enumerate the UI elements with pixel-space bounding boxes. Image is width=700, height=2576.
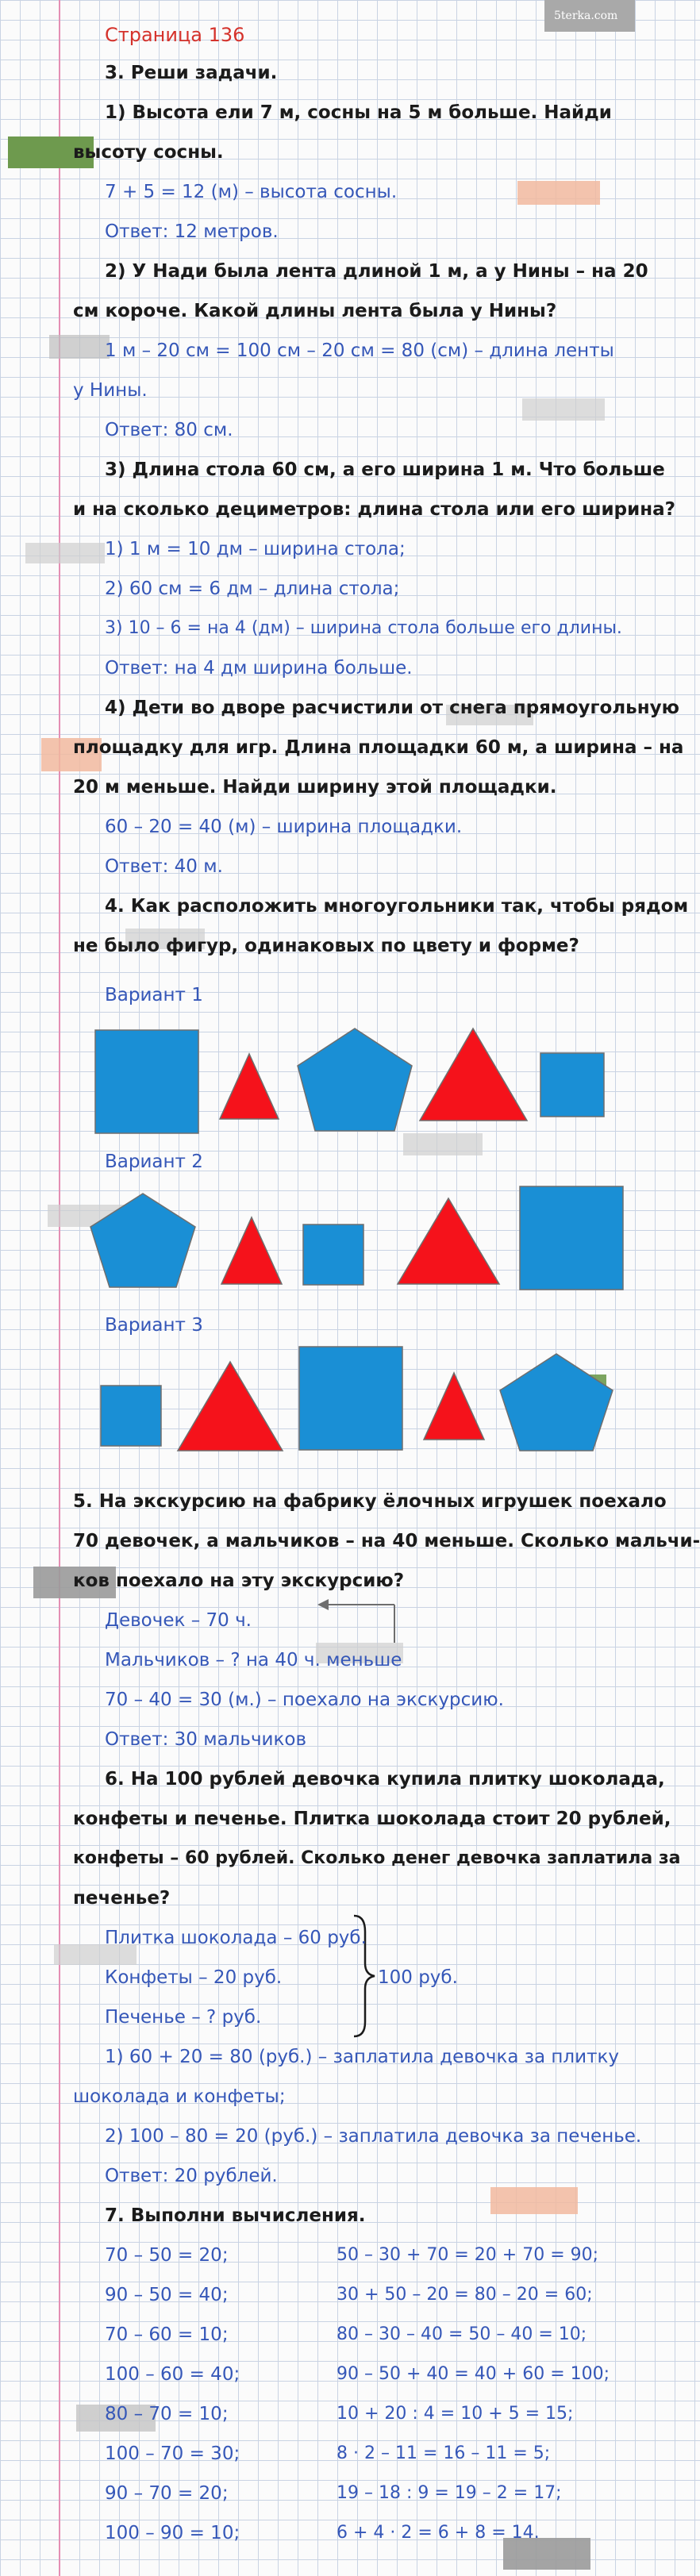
task3-p1-question: 1) Высота ели 7 м, сосны на 5 м больше. Найди: [105, 102, 612, 123]
variant-1-label: Вариант 1: [105, 985, 203, 1005]
calc-right-item: 6 + 4 · 2 = 6 + 8 = 14.: [337, 2523, 540, 2543]
task3-p1-question: высоту сосны.: [73, 142, 224, 163]
blue-square: [101, 1386, 161, 1446]
variant-3-label: Вариант 3: [105, 1315, 203, 1336]
blue-pentagon: [500, 1354, 613, 1451]
task6-item-cookies: Печенье – ? руб.: [105, 2007, 262, 2028]
task6-item-candies: Конфеты – 20 руб.: [105, 1967, 283, 1988]
calc-right-item: 80 – 30 – 40 = 50 – 40 = 10;: [337, 2324, 587, 2344]
calc-left-item: 90 – 70 = 20;: [105, 2483, 229, 2504]
calc-left-item: 80 – 70 = 10;: [105, 2404, 229, 2424]
task3-p4-answer: Ответ: 40 м.: [105, 856, 223, 877]
calc-left-item: 100 – 70 = 30;: [105, 2443, 240, 2464]
task3-title: 3. Реши задачи.: [105, 63, 278, 83]
task6-item-chocolate: Плитка шоколада – 60 руб.: [105, 1928, 367, 1948]
blue-pentagon: [298, 1028, 412, 1131]
blue-square: [520, 1186, 623, 1290]
task3-p2-solution: 1 м – 20 см = 100 см – 20 см = 80 (см) – длина ленты: [105, 340, 614, 361]
task6-total: 100 руб.: [378, 1967, 458, 1988]
task3-p4-question: 4) Дети во дворе расчистили от снега прямоугольную: [105, 698, 679, 718]
calc-left-item: 70 – 60 = 10;: [105, 2324, 229, 2345]
red-triangle: [178, 1362, 283, 1451]
task3-p2-question: см короче. Какой длины лента была у Нины?: [73, 301, 557, 321]
blue-square: [95, 1030, 198, 1133]
task3-p2-answer: Ответ: 80 см.: [105, 420, 233, 440]
task3-p3-answer: Ответ: на 4 дм ширина больше.: [105, 658, 413, 679]
task6-question: 6. На 100 рублей девочка купила плитку шоколада,: [105, 1769, 665, 1790]
task6-solution: 1) 60 + 20 = 80 (руб.) – заплатила девочка за плитку: [105, 2047, 619, 2067]
task5-girls: Девочек – 70 ч.: [105, 1610, 252, 1631]
blue-square: [540, 1053, 604, 1117]
blue-pentagon: [90, 1194, 195, 1287]
task3-p1-answer: Ответ: 12 метров.: [105, 221, 279, 242]
calc-right-item: 50 – 30 + 70 = 20 + 70 = 90;: [337, 2245, 599, 2265]
calc-right-item: 8 · 2 – 11 = 16 – 11 = 5;: [337, 2443, 551, 2463]
red-triangle: [221, 1217, 282, 1284]
red-triangle: [398, 1198, 499, 1284]
page-label: Страница 136: [105, 24, 245, 46]
task7-title: 7. Выполни вычисления.: [105, 2205, 366, 2226]
task3-p3-solution: 1) 1 м = 10 дм – ширина стола;: [105, 539, 406, 559]
calc-right-item: 90 – 50 + 40 = 40 + 60 = 100;: [337, 2364, 610, 2384]
task6-solution: 2) 100 – 80 = 20 (руб.) – заплатила девочка за печенье.: [105, 2126, 642, 2147]
task5-boys: Мальчиков – ? на 40 ч. меньше: [105, 1650, 402, 1671]
task4-question: не было фигур, одинаковых по цвету и форме?: [73, 936, 579, 956]
task3-p3-solution: 3) 10 – 6 = на 4 (дм) – ширина стола больше его длины.: [105, 618, 622, 638]
task3-p2-solution: у Нины.: [73, 380, 148, 401]
task5-solution: 70 – 40 = 30 (м.) – поехало на экскурсию.: [105, 1690, 504, 1710]
task5-question: ков поехало на эту экскурсию?: [73, 1571, 405, 1591]
blue-square: [303, 1225, 363, 1285]
task3-p1-solution: 7 + 5 = 12 (м) – высота сосны.: [105, 182, 398, 202]
task3-p2-question: 2) У Нади была лента длиной 1 м, а у Нины – на 20: [105, 261, 648, 282]
calc-right-item: 10 + 20 : 4 = 10 + 5 = 15;: [337, 2404, 574, 2424]
arrow-head-icon: [317, 1599, 329, 1610]
red-triangle: [220, 1054, 279, 1119]
task6-question: конфеты и печенье. Плитка шоколада стоит 20 рублей,: [73, 1809, 671, 1829]
task5-answer: Ответ: 30 мальчиков: [105, 1729, 306, 1750]
calc-left-item: 70 – 50 = 20;: [105, 2245, 229, 2266]
red-triangle: [420, 1028, 527, 1121]
task3-p4-question: площадку для игр. Длина площадки 60 м, а ширина – на: [73, 737, 684, 758]
calc-left-item: 100 – 90 = 10;: [105, 2523, 240, 2543]
task3-p4-question: 20 м меньше. Найди ширину этой площадки.: [73, 777, 557, 798]
site-watermark: 5terka.com: [554, 10, 618, 22]
task6-question: печенье?: [73, 1888, 171, 1909]
blue-square: [299, 1347, 402, 1450]
task3-p3-question: и на сколько дециметров: длина стола или его ширина?: [73, 499, 675, 520]
task5-question: 70 девочек, а мальчиков – на 40 меньше. Сколько мальчи-: [73, 1531, 700, 1551]
variant-2-label: Вариант 2: [105, 1152, 203, 1172]
task6-question: конфеты – 60 рублей. Сколько денег девочка заплатила за: [73, 1848, 681, 1868]
calc-left-item: 100 – 60 = 40;: [105, 2364, 240, 2385]
task6-solution: шоколада и конфеты;: [73, 2086, 286, 2107]
calc-left-item: 90 – 50 = 40;: [105, 2285, 229, 2305]
red-triangle: [424, 1373, 484, 1440]
task4-question: 4. Как расположить многоугольники так, чтобы рядом: [105, 896, 689, 917]
task3-p3-solution: 2) 60 см = 6 дм – длина стола;: [105, 579, 400, 599]
task5-question: 5. На экскурсию на фабрику ёлочных игрушек поехало: [73, 1491, 667, 1512]
task3-p4-solution: 60 – 20 = 40 (м) – ширина площадки.: [105, 817, 463, 837]
task3-p3-question: 3) Длина стола 60 см, а его ширина 1 м. Что больше: [105, 459, 665, 480]
calc-right-item: 30 + 50 – 20 = 80 – 20 = 60;: [337, 2285, 593, 2305]
calc-right-item: 19 – 18 : 9 = 19 – 2 = 17;: [337, 2483, 562, 2503]
task6-answer: Ответ: 20 рублей.: [105, 2166, 278, 2186]
